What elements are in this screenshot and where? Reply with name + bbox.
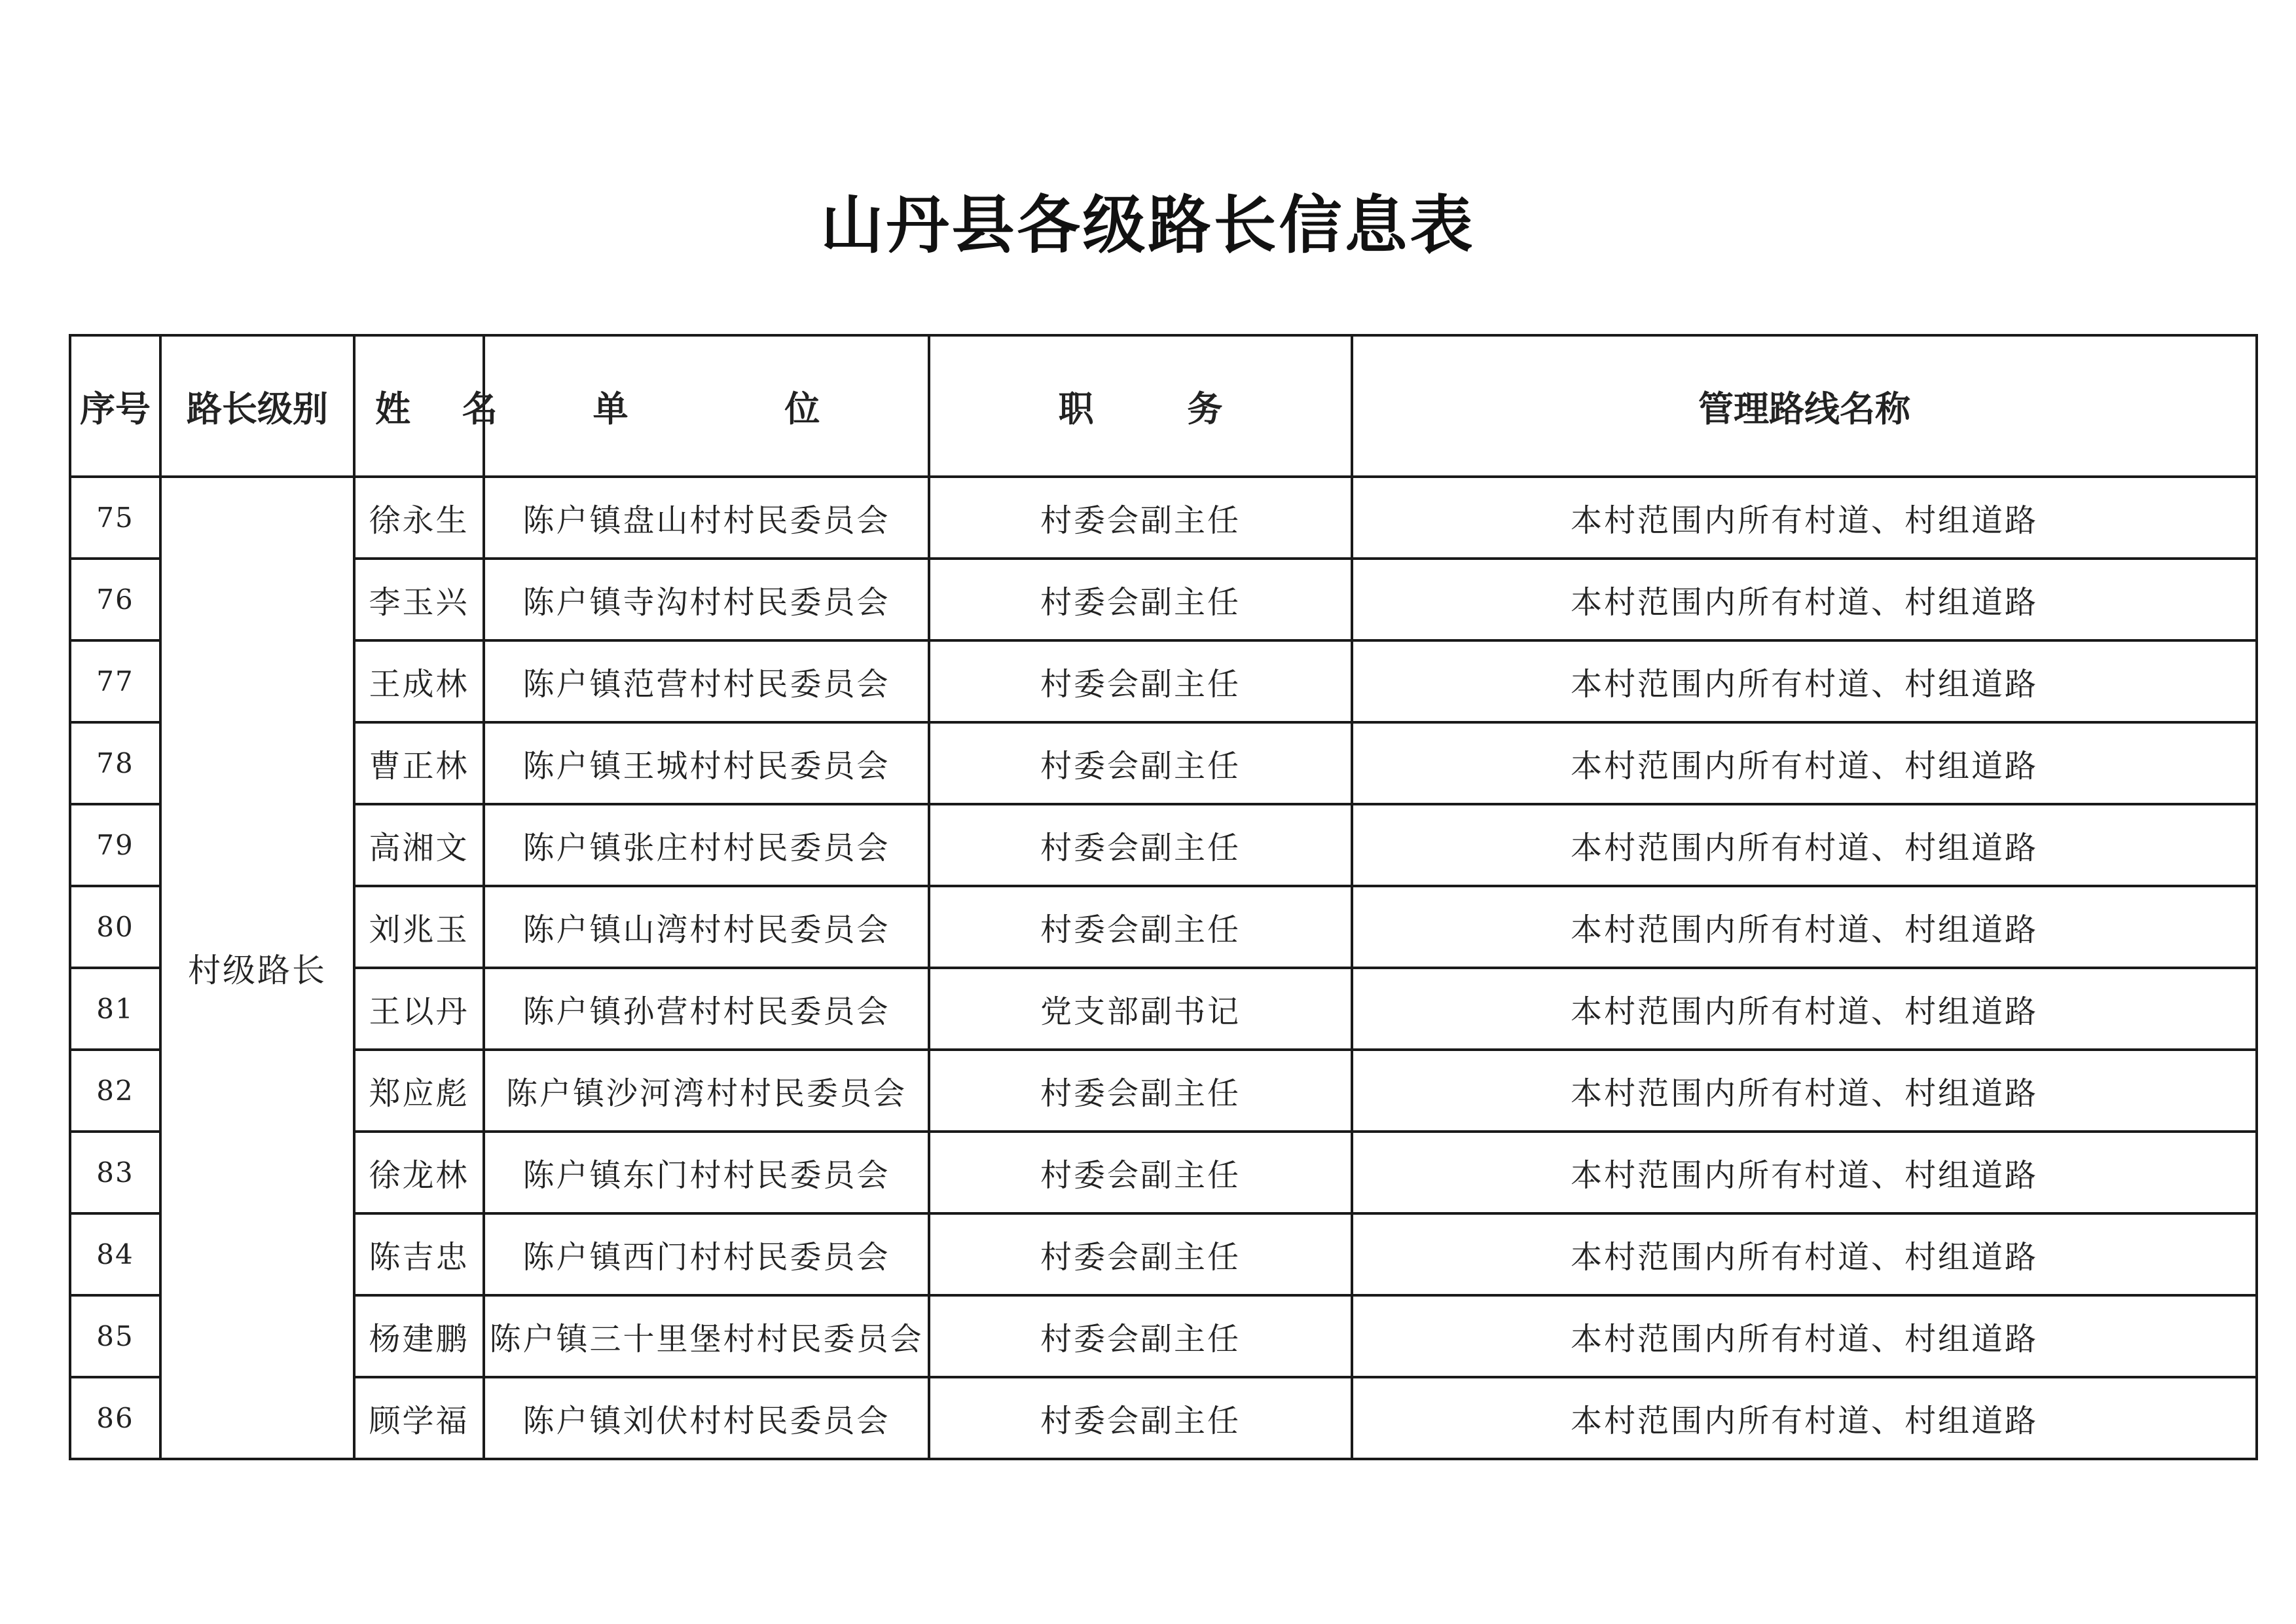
person-name: 曹正林 bbox=[354, 722, 484, 804]
table-row bbox=[70, 1050, 2257, 1132]
table-header-row bbox=[70, 335, 2257, 477]
table-row bbox=[70, 804, 2257, 886]
position-title: 村委会副主任 bbox=[929, 477, 1352, 559]
row-number: 85 bbox=[70, 1295, 160, 1377]
unit-name: 陈户镇刘伏村村民委员会 bbox=[484, 1377, 929, 1459]
managed-route: 本村范围内所有村道、村组道路 bbox=[1352, 1132, 2257, 1213]
person-name: 徐永生 bbox=[354, 477, 484, 559]
person-name: 刘兆玉 bbox=[354, 886, 484, 968]
unit-name: 陈户镇范营村村民委员会 bbox=[484, 640, 929, 722]
unit-name: 陈户镇三十里堡村村民委员会 bbox=[484, 1295, 929, 1377]
table-row bbox=[70, 968, 2257, 1050]
person-name: 王以丹 bbox=[354, 968, 484, 1050]
row-number: 86 bbox=[70, 1377, 160, 1459]
person-name: 徐龙林 bbox=[354, 1132, 484, 1213]
row-number: 81 bbox=[70, 968, 160, 1050]
managed-route: 本村范围内所有村道、村组道路 bbox=[1352, 804, 2257, 886]
header-position: 职 务 bbox=[929, 335, 1352, 477]
row-number: 75 bbox=[70, 477, 160, 559]
unit-name: 陈户镇盘山村村民委员会 bbox=[484, 477, 929, 559]
managed-route: 本村范围内所有村道、村组道路 bbox=[1352, 886, 2257, 968]
unit-name: 陈户镇山湾村村民委员会 bbox=[484, 886, 929, 968]
row-number: 79 bbox=[70, 804, 160, 886]
table-body bbox=[70, 477, 2257, 1459]
managed-route: 本村范围内所有村道、村组道路 bbox=[1352, 1377, 2257, 1459]
row-number: 84 bbox=[70, 1213, 160, 1295]
position-title: 村委会副主任 bbox=[929, 1050, 1352, 1132]
table-row bbox=[70, 640, 2257, 722]
position-title: 村委会副主任 bbox=[929, 559, 1352, 640]
table-row bbox=[70, 1295, 2257, 1377]
row-number: 82 bbox=[70, 1050, 160, 1132]
position-title: 村委会副主任 bbox=[929, 1213, 1352, 1295]
table-row bbox=[70, 886, 2257, 968]
position-title: 村委会副主任 bbox=[929, 886, 1352, 968]
table-row bbox=[70, 1377, 2257, 1459]
managed-route: 本村范围内所有村道、村组道路 bbox=[1352, 1295, 2257, 1377]
managed-route: 本村范围内所有村道、村组道路 bbox=[1352, 640, 2257, 722]
row-number: 80 bbox=[70, 886, 160, 968]
row-number: 76 bbox=[70, 559, 160, 640]
table-row bbox=[70, 1213, 2257, 1295]
row-number: 77 bbox=[70, 640, 160, 722]
unit-name: 陈户镇西门村村民委员会 bbox=[484, 1213, 929, 1295]
unit-name: 陈户镇王城村村民委员会 bbox=[484, 722, 929, 804]
unit-name: 陈户镇寺沟村村民委员会 bbox=[484, 559, 929, 640]
unit-name: 陈户镇东门村村民委员会 bbox=[484, 1132, 929, 1213]
person-name: 高湘文 bbox=[354, 804, 484, 886]
position-title: 村委会副主任 bbox=[929, 722, 1352, 804]
managed-route: 本村范围内所有村道、村组道路 bbox=[1352, 968, 2257, 1050]
table-row bbox=[70, 722, 2257, 804]
road-chief-table bbox=[69, 334, 2258, 1460]
unit-name: 陈户镇沙河湾村村民委员会 bbox=[484, 1050, 929, 1132]
header-no: 序号 bbox=[70, 335, 160, 477]
road-chief-level: 村级路长 bbox=[160, 477, 354, 1459]
header-level: 路长级别 bbox=[160, 335, 354, 477]
person-name: 王成林 bbox=[354, 640, 484, 722]
table-row bbox=[70, 1132, 2257, 1213]
header-unit: 单 位 bbox=[484, 335, 929, 477]
header-name: 姓 名 bbox=[354, 335, 484, 477]
managed-route: 本村范围内所有村道、村组道路 bbox=[1352, 1050, 2257, 1132]
managed-route: 本村范围内所有村道、村组道路 bbox=[1352, 722, 2257, 804]
managed-route: 本村范围内所有村道、村组道路 bbox=[1352, 1213, 2257, 1295]
position-title: 村委会副主任 bbox=[929, 1295, 1352, 1377]
person-name: 杨建鹏 bbox=[354, 1295, 484, 1377]
header-route: 管理路线名称 bbox=[1352, 335, 2257, 477]
person-name: 顾学福 bbox=[354, 1377, 484, 1459]
unit-name: 陈户镇张庄村村民委员会 bbox=[484, 804, 929, 886]
person-name: 陈吉忠 bbox=[354, 1213, 484, 1295]
managed-route: 本村范围内所有村道、村组道路 bbox=[1352, 559, 2257, 640]
table-row bbox=[70, 559, 2257, 640]
position-title: 村委会副主任 bbox=[929, 804, 1352, 886]
position-title: 村委会副主任 bbox=[929, 640, 1352, 722]
page-title: 山丹县各级路长信息表 bbox=[820, 189, 1476, 262]
position-title: 党支部副书记 bbox=[929, 968, 1352, 1050]
row-number: 78 bbox=[70, 722, 160, 804]
position-title: 村委会副主任 bbox=[929, 1132, 1352, 1213]
managed-route: 本村范围内所有村道、村组道路 bbox=[1352, 477, 2257, 559]
unit-name: 陈户镇孙营村村民委员会 bbox=[484, 968, 929, 1050]
position-title: 村委会副主任 bbox=[929, 1377, 1352, 1459]
person-name: 李玉兴 bbox=[354, 559, 484, 640]
table-row bbox=[70, 477, 2257, 559]
row-number: 83 bbox=[70, 1132, 160, 1213]
person-name: 郑应彪 bbox=[354, 1050, 484, 1132]
